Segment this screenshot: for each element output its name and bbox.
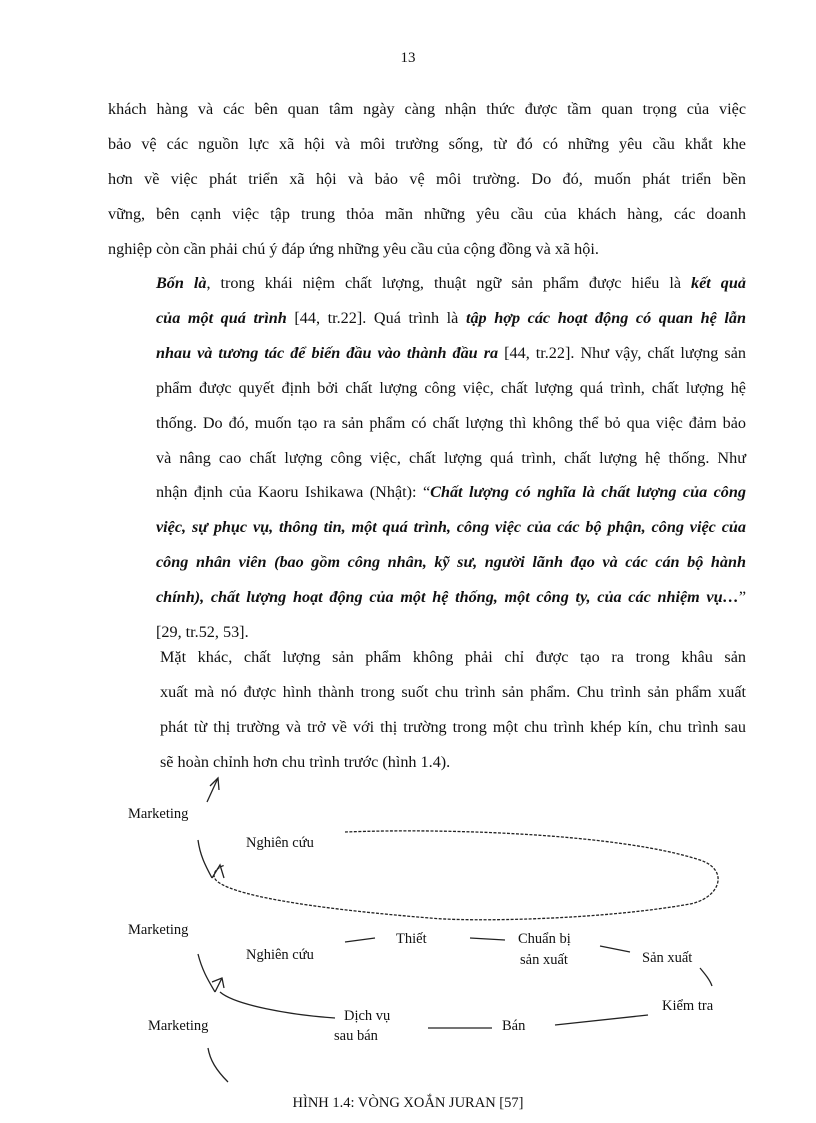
label-marketing-3: Marketing bbox=[148, 1018, 209, 1034]
quotation: Chất lượng có nghĩa là chất lượng của công bbox=[430, 483, 746, 502]
text-line: bảo vệ các nguồn lực xã hội và môi trường sống, từ đó có những yêu cầu khắt khe bbox=[108, 134, 746, 153]
spiral-lines bbox=[0, 770, 816, 1090]
label-nghien-cuu-1: Nghiên cứu bbox=[246, 835, 314, 851]
paragraph-3 bbox=[108, 640, 746, 780]
connector-line bbox=[600, 946, 630, 952]
text-line: hơn về việc phát triển xã hội và bảo vệ môi trường. Do đó, muốn phát triển bền bbox=[108, 169, 746, 188]
arrow-head-icon bbox=[212, 865, 224, 878]
label-thiet: Thiết bbox=[396, 931, 427, 947]
label-sau-ban: sau bán bbox=[334, 1028, 378, 1044]
emphasis: nhau và tương tác để biến đầu vào thành đầu ra bbox=[156, 343, 499, 362]
label-marketing-1: Marketing bbox=[128, 806, 189, 822]
connector-line bbox=[700, 968, 712, 986]
connector-line bbox=[220, 992, 335, 1018]
text-line: phát từ thị trường và trở về với thị trường trong một chu trình khép kín, chu trình sau bbox=[160, 717, 746, 736]
page-number: 13 bbox=[400, 50, 416, 66]
text-line: vững, bên cạnh việc tập trung thỏa mãn những yêu cầu của khách hàng, các doanh bbox=[108, 204, 746, 223]
label-san-xuat: Sản xuất bbox=[642, 950, 693, 966]
text-line bbox=[108, 266, 746, 301]
text-line bbox=[108, 301, 746, 336]
text-line: [29, tr.52, 53]. bbox=[156, 623, 249, 642]
label-chuan-bi: Chuẩn bị bbox=[518, 931, 571, 947]
text-line: nghiệp còn cần phải chú ý đáp ứng những yêu cầu của cộng đồng và xã hội. bbox=[108, 239, 599, 258]
text-line: phẩm được quyết định bởi chất lượng công việc, chất lượng quá trình, chất lượng hệ bbox=[156, 378, 746, 397]
connector-line bbox=[198, 954, 215, 992]
arrow-head-top-icon bbox=[210, 778, 219, 790]
connector-line bbox=[345, 938, 375, 942]
text-run: , trong khái niệm chất lượng, thuật ngữ sản phẩm được hiểu là bbox=[206, 274, 692, 292]
text-run: [44, tr.22]. Quá trình là bbox=[286, 308, 466, 327]
connector-line bbox=[208, 1048, 228, 1082]
connector-line bbox=[555, 1015, 648, 1025]
text-line bbox=[108, 336, 746, 371]
text-run: nhận định của Kaoru Ishikawa (Nhật): “ bbox=[156, 483, 431, 502]
arrow-line-top bbox=[207, 778, 218, 802]
text-line bbox=[108, 475, 746, 510]
emphasis: tập hợp các hoạt động có quan hệ lẫn bbox=[465, 308, 746, 327]
text-line: thống. Do đó, muốn tạo ra sản phẩm có chất lượng thì không thể bỏ qua việc đảm bảo bbox=[156, 413, 746, 432]
quotation: chính), chất lượng hoạt động của một hệ thống, một công ty, của các nhiệm vụ… bbox=[156, 588, 739, 607]
text-line bbox=[108, 580, 746, 615]
emphasis: của một quá trình bbox=[156, 308, 287, 327]
text-line: sẽ hoàn chỉnh hơn chu trình trước (hình 1.4). bbox=[160, 752, 451, 771]
paragraph-1 bbox=[108, 92, 746, 267]
connector-line bbox=[470, 938, 505, 940]
paragraph-2 bbox=[108, 266, 746, 650]
text-line: khách hàng và các bên quan tâm ngày càng nhận thức được tầm quan trọng của việc bbox=[108, 100, 746, 118]
juran-spiral-diagram bbox=[0, 770, 816, 1090]
text-run: [44, tr.22]. Như vậy, chất lượng sản bbox=[498, 343, 746, 362]
text-line: xuất mà nó được hình thành trong suốt chu trình sản phẩm. Chu trình sản phẩm xuất bbox=[160, 682, 746, 701]
label-dich-vu: Dịch vụ bbox=[344, 1008, 391, 1024]
quotation-line: công nhân viên (bao gồm công nhân, kỹ sư, người lãnh đạo và các cán bộ hành bbox=[156, 553, 746, 572]
emphasis: Bốn là bbox=[156, 274, 207, 292]
label-nghien-cuu-2: Nghiên cứu bbox=[246, 947, 314, 963]
text-line: Mặt khác, chất lượng sản phẩm không phải chỉ được tạo ra trong khâu sản bbox=[160, 648, 746, 666]
label-kiem-tra: Kiểm tra bbox=[662, 998, 714, 1014]
label-marketing-2: Marketing bbox=[128, 922, 189, 938]
connector-line bbox=[198, 840, 212, 878]
figure-caption: HÌNH 1.4: VÒNG XOẮN JURAN [57] bbox=[292, 1095, 524, 1111]
text-run: ” bbox=[738, 588, 746, 607]
text-line: và nâng cao chất lượng công việc, chất lượng quá trình, chất lượng hệ thống. Như bbox=[156, 448, 746, 467]
quotation-line: việc, sự phục vụ, thông tin, một quá trình, công việc của các bộ phận, công việc của bbox=[156, 518, 746, 537]
emphasis: kết quả bbox=[691, 274, 746, 292]
label-ban: Bán bbox=[502, 1018, 526, 1034]
label-san-xuat-sub: sản xuất bbox=[520, 952, 568, 968]
